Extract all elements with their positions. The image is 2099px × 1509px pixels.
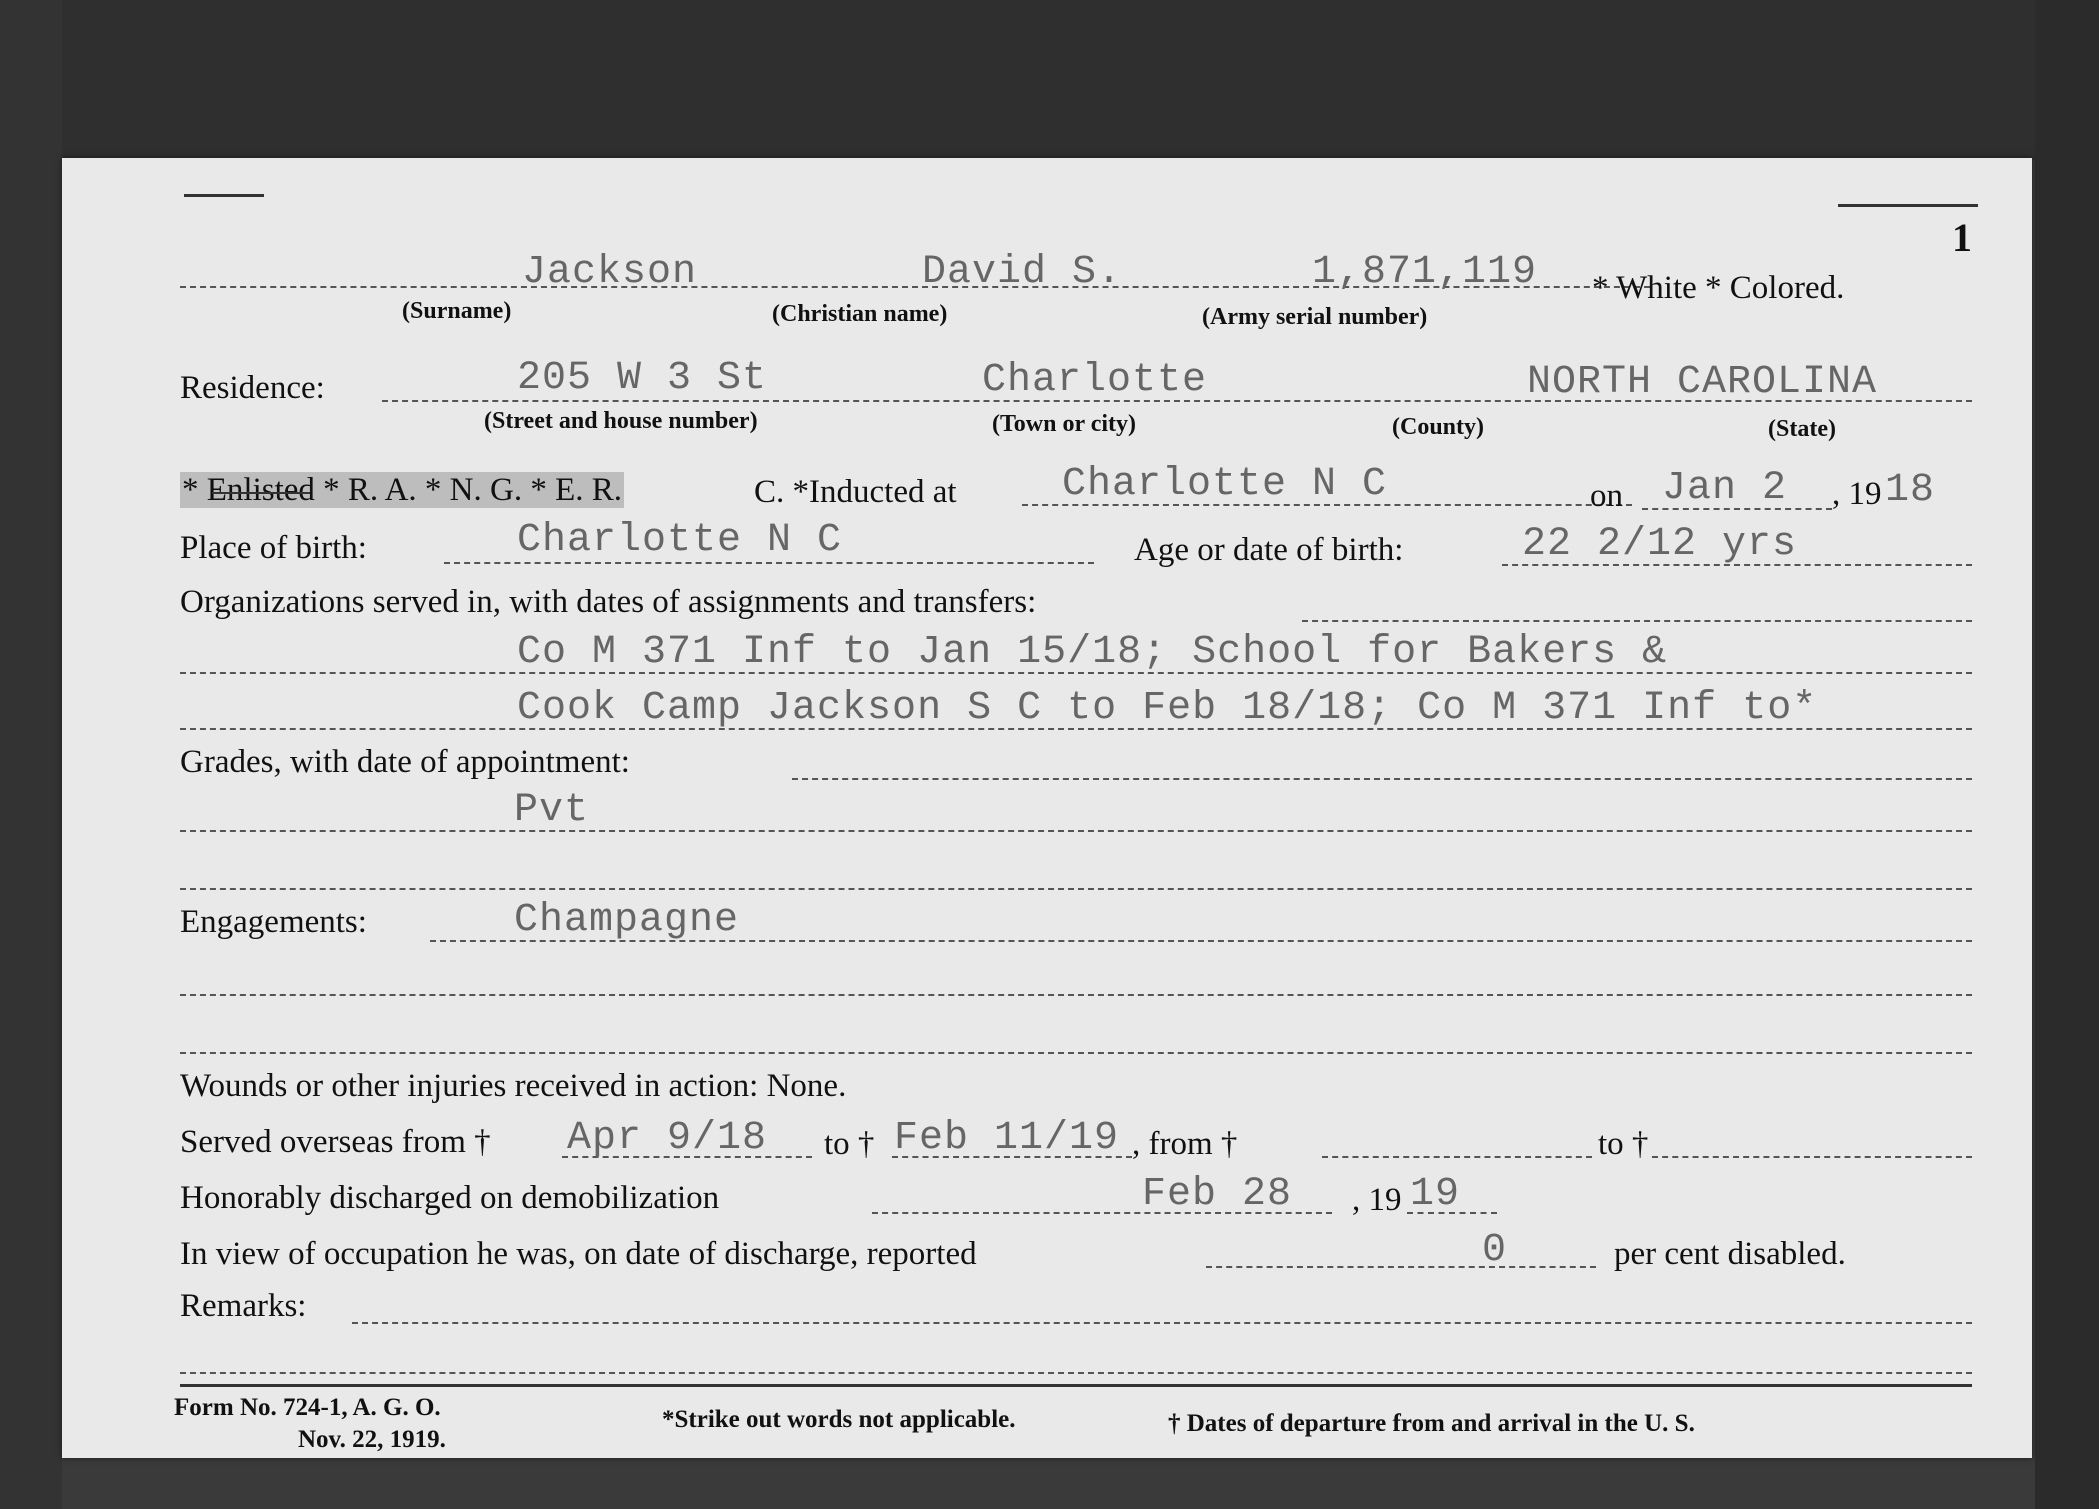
induction-year-suffix: 18 — [1885, 468, 1936, 513]
grades-value: Pvt — [514, 788, 590, 833]
organizations-label: Organizations served in, with dates of assignments and transfers: — [180, 584, 1037, 620]
overseas-to-label-2: to † — [1598, 1126, 1649, 1162]
discharge-year-prefix: , 19 — [1352, 1182, 1402, 1218]
disability-suffix: per cent disabled. — [1614, 1236, 1846, 1272]
discharge-year-suffix: 19 — [1410, 1172, 1461, 1217]
grades-line-2 — [180, 888, 1972, 890]
service-record-card — [62, 158, 2032, 1458]
remarks-line-0 — [352, 1322, 1972, 1324]
street-label: (Street and house number) — [484, 408, 758, 434]
discharge-date-value: Feb 28 — [1142, 1172, 1293, 1217]
footnote-dates: † Dates of departure from and arrival in the U. S. — [1168, 1410, 1695, 1437]
surname-value: Jackson — [522, 250, 698, 295]
overseas-from-value: Apr 9/18 — [567, 1116, 768, 1161]
residence-label: Residence: — [180, 370, 325, 406]
top-left-mark — [184, 194, 264, 197]
serial-number-value: 1,871,119 — [1312, 250, 1538, 295]
disability-label: In view of occupation he was, on date of discharge, reported — [180, 1236, 977, 1272]
overseas-label: Served overseas from † — [180, 1124, 491, 1160]
street-value: 205 W 3 St — [517, 356, 768, 401]
christian-name-label: (Christian name) — [772, 301, 948, 327]
background-right — [2035, 0, 2099, 1509]
surname-label: (Surname) — [402, 298, 512, 324]
disability-line — [1206, 1266, 1596, 1268]
engagements-label: Engagements: — [180, 904, 367, 940]
background-top — [0, 0, 2099, 160]
county-label: (County) — [1392, 414, 1485, 440]
footnote-strike: *Strike out words not applicable. — [662, 1406, 1016, 1433]
organizations-value-1: Co M 371 Inf to Jan 15/18; School for Bakers & — [517, 630, 1668, 675]
race-options: * White * Colored. — [1592, 270, 1845, 306]
overseas-from-line-2 — [1322, 1156, 1592, 1158]
age-value: 22 2/12 yrs — [1522, 522, 1798, 567]
town-value: Charlotte — [982, 358, 1208, 403]
induction-year-prefix: , 19 — [1832, 476, 1882, 512]
form-number: Form No. 724-1, A. G. O. — [174, 1394, 441, 1421]
grades-label: Grades, with date of appointment: — [180, 744, 630, 780]
enlisted-text: * Enlisted * R. A. * N. G. * E. R. — [182, 472, 623, 508]
state-value: NORTH CAROLINA — [1527, 360, 1878, 405]
christian-name-value: David S. — [922, 250, 1123, 295]
remarks-label: Remarks: — [180, 1288, 307, 1324]
remarks-line-1 — [180, 1372, 1972, 1374]
overseas-to-label: to † — [824, 1126, 875, 1162]
on-label: on — [1590, 478, 1623, 514]
place-of-birth-label: Place of birth: — [180, 530, 367, 566]
top-right-mark — [1838, 204, 1978, 207]
disability-value: 0 — [1482, 1228, 1508, 1273]
grades-line-1 — [180, 830, 1972, 832]
inducted-place-value: Charlotte N C — [1062, 462, 1388, 507]
engagements-line-2 — [180, 1052, 1972, 1054]
overseas-to-value: Feb 11/19 — [894, 1116, 1120, 1161]
overseas-from-label-2: , from † — [1132, 1126, 1238, 1162]
engagements-line-1 — [180, 994, 1972, 996]
town-label: (Town or city) — [992, 411, 1136, 437]
enlisted-strike — [212, 492, 310, 494]
wounds-label: Wounds or other injuries received in action: None. — [180, 1068, 847, 1104]
place-of-birth-value: Charlotte N C — [517, 518, 843, 563]
organizations-line-0 — [1302, 620, 1972, 622]
age-label: Age or date of birth: — [1134, 532, 1404, 568]
enlistment-options — [180, 472, 624, 509]
background-left — [0, 0, 62, 1509]
induction-date-value: Jan 2 — [1662, 466, 1788, 511]
overseas-to-line-2 — [1652, 1156, 1972, 1158]
form-date: Nov. 22, 1919. — [298, 1426, 446, 1453]
discharge-label: Honorably discharged on demobilization — [180, 1180, 720, 1216]
grades-line-0 — [792, 778, 1972, 780]
inducted-label: C. *Inducted at — [754, 474, 957, 510]
footer-rule — [180, 1384, 1972, 1387]
card-number: 1 — [1952, 215, 1972, 260]
serial-number-label: (Army serial number) — [1202, 304, 1428, 330]
state-label: (State) — [1768, 416, 1836, 442]
engagements-value: Champagne — [514, 898, 740, 943]
organizations-value-2: Cook Camp Jackson S C to Feb 18/18; Co M 371 Inf to* — [517, 686, 1818, 731]
